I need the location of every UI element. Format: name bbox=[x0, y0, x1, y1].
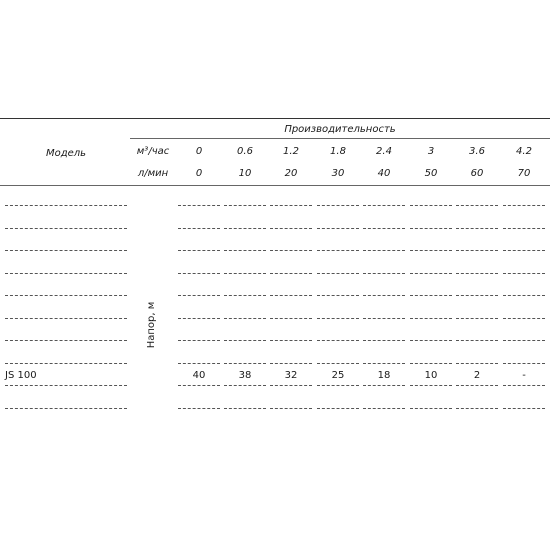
m3-value-3: 1.8 bbox=[330, 146, 346, 157]
value-cell-line bbox=[503, 363, 545, 364]
value-cell-line bbox=[178, 385, 220, 386]
value-cell-line bbox=[410, 205, 452, 206]
head-value-cell: 18 bbox=[377, 370, 391, 381]
value-cell-line bbox=[503, 250, 545, 251]
model-cell-line bbox=[5, 408, 127, 409]
model-cell-line bbox=[5, 228, 127, 229]
value-cell-line bbox=[317, 318, 359, 319]
value-cell-line bbox=[270, 205, 312, 206]
value-cell-line bbox=[410, 273, 452, 274]
model-cell-line bbox=[5, 273, 127, 274]
value-cell-line bbox=[456, 250, 498, 251]
head-axis-label: Напор, м bbox=[146, 301, 157, 349]
head-value-cell: 25 bbox=[331, 370, 345, 381]
value-cell-line bbox=[363, 295, 405, 296]
value-cell-line bbox=[270, 228, 312, 229]
value-cell-line bbox=[317, 228, 359, 229]
lmin-value-1: 10 bbox=[238, 168, 252, 179]
value-cell-line bbox=[178, 363, 220, 364]
model-cell-line bbox=[5, 363, 127, 364]
value-cell-line bbox=[363, 318, 405, 319]
value-cell-line bbox=[503, 273, 545, 274]
value-cell-line bbox=[224, 228, 266, 229]
value-cell-line bbox=[410, 385, 452, 386]
unit-m3-label: м³/час bbox=[136, 146, 170, 157]
value-cell-line bbox=[178, 250, 220, 251]
head-value-cell: 38 bbox=[238, 370, 252, 381]
value-cell-line bbox=[410, 295, 452, 296]
value-cell-line bbox=[363, 273, 405, 274]
model-cell-line bbox=[5, 295, 127, 296]
header-bottom-rule bbox=[0, 185, 550, 186]
value-cell-line bbox=[317, 408, 359, 409]
value-cell-line bbox=[270, 295, 312, 296]
m3-value-1: 0.6 bbox=[237, 146, 253, 157]
value-cell-line bbox=[317, 340, 359, 341]
value-cell-line bbox=[410, 363, 452, 364]
model-cell-line bbox=[5, 385, 127, 386]
value-cell-line bbox=[317, 295, 359, 296]
value-cell-line bbox=[410, 250, 452, 251]
value-cell-line bbox=[178, 318, 220, 319]
value-cell-line bbox=[178, 340, 220, 341]
lmin-value-2: 20 bbox=[284, 168, 298, 179]
value-cell-line bbox=[224, 250, 266, 251]
value-cell-line bbox=[503, 340, 545, 341]
value-cell-line bbox=[410, 228, 452, 229]
lmin-value-4: 40 bbox=[377, 168, 391, 179]
lmin-value-3: 30 bbox=[331, 168, 345, 179]
head-value-cell: 10 bbox=[424, 370, 438, 381]
value-cell-line bbox=[503, 295, 545, 296]
performance-underline bbox=[130, 138, 550, 139]
lmin-value-6: 60 bbox=[470, 168, 484, 179]
value-cell-line bbox=[363, 363, 405, 364]
value-cell-line bbox=[178, 273, 220, 274]
model-cell-line bbox=[5, 340, 127, 341]
value-cell-line bbox=[224, 363, 266, 364]
value-cell-line bbox=[317, 385, 359, 386]
value-cell-line bbox=[178, 228, 220, 229]
value-cell-line bbox=[178, 295, 220, 296]
value-cell-line bbox=[456, 318, 498, 319]
value-cell-line bbox=[224, 205, 266, 206]
value-cell-line bbox=[456, 340, 498, 341]
model-cell-line bbox=[5, 318, 127, 319]
value-cell-line bbox=[456, 385, 498, 386]
value-cell-line bbox=[224, 340, 266, 341]
m3-value-0: 0 bbox=[195, 146, 203, 157]
value-cell-line bbox=[456, 408, 498, 409]
m3-value-6: 3.6 bbox=[469, 146, 485, 157]
table-top-rule bbox=[0, 118, 550, 119]
value-cell-line bbox=[503, 318, 545, 319]
value-cell-line bbox=[270, 408, 312, 409]
value-cell-line bbox=[456, 295, 498, 296]
value-cell-line bbox=[410, 340, 452, 341]
head-value-cell: 32 bbox=[284, 370, 298, 381]
unit-lmin-label: л/мин bbox=[137, 168, 169, 179]
m3-value-5: 3 bbox=[427, 146, 435, 157]
value-cell-line bbox=[178, 205, 220, 206]
lmin-value-0: 0 bbox=[195, 168, 203, 179]
m3-value-7: 4.2 bbox=[516, 146, 532, 157]
value-cell-line bbox=[456, 205, 498, 206]
value-cell-line bbox=[363, 340, 405, 341]
value-cell-line bbox=[270, 340, 312, 341]
value-cell-line bbox=[224, 295, 266, 296]
value-cell-line bbox=[363, 250, 405, 251]
value-cell-line bbox=[503, 228, 545, 229]
value-cell-line bbox=[363, 228, 405, 229]
value-cell-line bbox=[317, 363, 359, 364]
lmin-value-7: 70 bbox=[517, 168, 531, 179]
value-cell-line bbox=[363, 205, 405, 206]
value-cell-line bbox=[270, 385, 312, 386]
value-cell-line bbox=[503, 385, 545, 386]
performance-title: Производительность bbox=[284, 124, 396, 135]
m3-value-2: 1.2 bbox=[283, 146, 299, 157]
model-header: Модель bbox=[45, 148, 87, 159]
value-cell-line bbox=[224, 273, 266, 274]
value-cell-line bbox=[410, 408, 452, 409]
value-cell-line bbox=[270, 363, 312, 364]
value-cell-line bbox=[317, 205, 359, 206]
value-cell-line bbox=[363, 408, 405, 409]
head-value-cell: 2 bbox=[473, 370, 481, 381]
value-cell-line bbox=[503, 408, 545, 409]
value-cell-line bbox=[456, 273, 498, 274]
head-value-cell: - bbox=[522, 370, 526, 381]
head-value-cell: 40 bbox=[192, 370, 206, 381]
model-name: JS 100 bbox=[5, 370, 37, 381]
value-cell-line bbox=[363, 385, 405, 386]
lmin-value-5: 50 bbox=[424, 168, 438, 179]
value-cell-line bbox=[224, 385, 266, 386]
value-cell-line bbox=[456, 228, 498, 229]
value-cell-line bbox=[224, 408, 266, 409]
value-cell-line bbox=[178, 408, 220, 409]
value-cell-line bbox=[317, 273, 359, 274]
value-cell-line bbox=[224, 318, 266, 319]
value-cell-line bbox=[270, 250, 312, 251]
value-cell-line bbox=[270, 273, 312, 274]
model-cell-line bbox=[5, 205, 127, 206]
value-cell-line bbox=[410, 318, 452, 319]
m3-value-4: 2.4 bbox=[376, 146, 392, 157]
model-cell-line bbox=[5, 250, 127, 251]
value-cell-line bbox=[503, 205, 545, 206]
value-cell-line bbox=[317, 250, 359, 251]
value-cell-line bbox=[456, 363, 498, 364]
value-cell-line bbox=[270, 318, 312, 319]
